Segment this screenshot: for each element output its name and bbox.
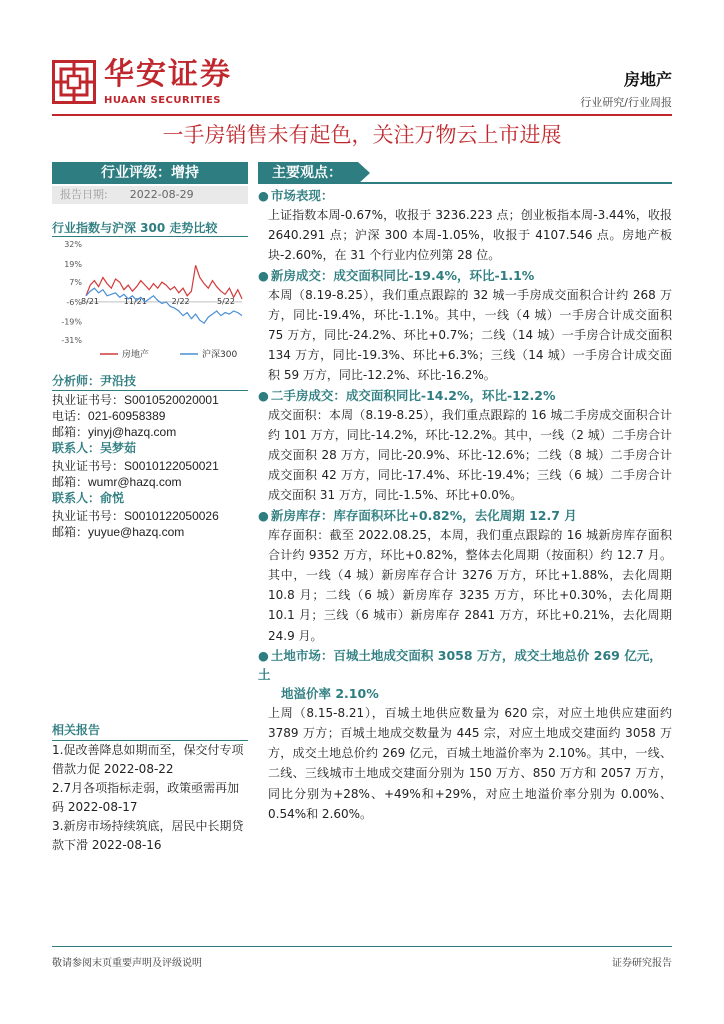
footer-report-label: 证券研究报告 (612, 958, 672, 969)
index-comparison-chart (52, 236, 248, 366)
x-tick-label: 2/22 (171, 296, 190, 306)
key-points-label: 主要观点： (258, 162, 358, 184)
contact1-email-label: 邮箱： (52, 475, 89, 489)
contact2-email[interactable] (52, 524, 184, 540)
y-tick-label: -6% (66, 297, 82, 307)
y-tick-label: 19% (64, 259, 82, 269)
bullet-icon: ● (258, 188, 269, 203)
x-tick-label: 8/21 (81, 296, 99, 306)
contact2-cert-value: S0010122050026 (124, 509, 219, 523)
section-paragraph: 上周（8.15-8.21），百城土地供应数量为 620 宗，对应土地供应建面约 3789 万方；百城土地成交数量为 445 宗，对应土地成交建面约 3058 万方，成交土地总价约 269 亿元，百城土地溢价率为 2.10%。其中，一线、二线、三线城市土地成交建面分别为 150 万方、850 万方和 2057 万方，同比分别为+28%、+49%和+29%，对应土地溢价率分别为 0.00%、0.54%和 2.60%。 (268, 705, 672, 821)
brand-logo-icon (52, 60, 96, 104)
section-heading-text: 新房库存：库存面积环比+0.82%，去化周期 12.7 月 (270, 507, 577, 523)
report-date (52, 186, 248, 204)
contact1-cert (52, 458, 219, 474)
legend-label: 房地产 (122, 350, 150, 360)
section-heading (258, 646, 672, 703)
header-divider (52, 114, 672, 116)
contact1-email[interactable] (52, 474, 182, 490)
section-paragraph: 库存面积：截至 2022.08.25，本周，我们重点跟踪的 16 城新房库存面积合计约 9352 万方，环比+0.82%，整体去化周期（按面积）约 12.7 月。其中，一线（4 城）新房库存合计 3276 万方，环比+1.88%，去化周期 10.8 月；二线（6 城）新房库存 3235 万方，环比+0.30%，去化周期 10.1 月；三线（6 城市）新房库存 2841 万方，环比+0.21%，去化周期 24.9 月。 (268, 527, 672, 643)
y-tick-label: -19% (61, 317, 82, 327)
section-heading (258, 186, 672, 205)
section-heading (258, 386, 672, 405)
brand-name-en: HUAAN SECURITIES (104, 95, 221, 106)
section-heading-text: 市场表现： (270, 188, 334, 203)
analyst-name: 分析师：尹沿技 (52, 374, 137, 388)
analyst-email-value[interactable]: yinyj@hazq.com (88, 425, 177, 439)
report-type: 行业研究/行业周报 (580, 96, 672, 109)
contact1-email-value[interactable]: wumr@hazq.com (88, 475, 182, 489)
key-points-body (258, 186, 672, 824)
contact2-email-label: 邮箱： (52, 525, 89, 539)
report-date-value: 2022-08-29 (129, 188, 194, 201)
contact2-cert (52, 508, 219, 524)
related-report-item[interactable]: 3.新房市场持续筑底，居民中长期贷款下滑 2022-08-16 (52, 819, 244, 852)
section-heading-text-cont: 地溢价率 2.10% (281, 685, 379, 701)
related-reports-title: 相关报告 (52, 723, 101, 737)
brand-name: 华安证券 (104, 57, 232, 92)
report-date-label: 报告日期: (60, 188, 108, 201)
industry-rating: 行业评级：增持 (52, 162, 248, 184)
y-tick-label: 32% (64, 240, 82, 249)
y-tick-label: -31% (61, 336, 82, 345)
sector-label: 房地产 (623, 70, 672, 89)
bullet-icon: ● (258, 267, 269, 283)
bullet-icon: ● (258, 647, 269, 663)
analyst-phone-label: 电话： (52, 409, 89, 423)
section-paragraph: 本周（8.19-8.25），我们重点跟踪的 32 城一手房成交面积合计约 268 万方，同比-19.4%，环比-1.1%。其中，一线（4 城）一手房合计成交面积 75 万方，同比-24.2%、环比+0.7%；二线（14 城）一手房合计成交面积 134 万方，同比-19.3%、环比+6.3%；三线（14 城）一手房合计成交面积 59 万方，同比-12.2%、环比-16.2%。 (268, 287, 672, 383)
contact2-name: 联系人：俞悦 (52, 491, 125, 505)
series-line-real-estate (86, 265, 242, 299)
contact2-cert-label: 执业证书号： (52, 509, 125, 523)
footer-divider (52, 946, 672, 947)
legend-label: 沪深300 (202, 350, 238, 360)
contact1-cert-label: 执业证书号： (52, 459, 125, 473)
x-tick-label: 5/22 (217, 296, 235, 306)
bullet-icon: ● (258, 507, 269, 523)
analyst-divider (52, 390, 248, 391)
key-points-header (258, 162, 672, 184)
bullet-icon: ● (258, 387, 269, 403)
x-tick-label: 11/21 (123, 296, 147, 306)
related-report-item[interactable]: 2.7月各项指标走弱，政策亟需再加码 2022-08-17 (52, 781, 240, 814)
section-heading-text: 二手房成交：成交面积同比-14.2%，环比-12.2% (270, 387, 556, 403)
analyst-cert-value: S0010520020001 (124, 393, 219, 407)
section-paragraph: 成交面积：本周（8.19-8.25），我们重点跟踪的 16 城二手房成交面积合计约 101 万方，同比-14.2%，环比-12.2%。其中，一线（2 城）二手房合计成交面积 28 万方，同比-20.9%、环比-12.6%；二线（8 城）二手房合计成交面积 42 万方，同比-17.4%、环比-19.4%；三线（6 城）二手房合计成交面积 31 万方，同比-1.5%、环比+0.0%。 (268, 407, 672, 503)
analyst-phone-value: 021-60958389 (88, 409, 166, 423)
contact1-name: 联系人：吴梦茹 (52, 441, 137, 455)
analyst-cert (52, 392, 219, 408)
analyst-email[interactable] (52, 424, 176, 440)
analyst-cert-label: 执业证书号： (52, 393, 125, 407)
related-report-item[interactable]: 1.促改善降息如期而至，保交付专项借款力促 2022-08-22 (52, 743, 244, 776)
section-heading-text: 新房成交：成交面积同比-19.4%，环比-1.1% (270, 267, 535, 283)
contact1-cert-value: S0010122050021 (124, 459, 219, 473)
y-tick-label: 7% (69, 278, 82, 288)
footer-disclaimer: 敬请参阅末页重要声明及评级说明 (52, 958, 202, 969)
analyst-email-label: 邮箱： (52, 425, 89, 439)
analyst-phone (52, 408, 165, 424)
section-heading (258, 506, 672, 525)
contact2-email-value[interactable]: yuyue@hazq.com (88, 525, 185, 539)
chart-canvas (52, 236, 248, 366)
chart-title: 行业指数与沪深 300 走势比较 (52, 221, 218, 235)
section-heading-text: 土地市场：百城土地成交面积 3058 万方，成交土地总价 269 亿元，土 (258, 647, 662, 682)
section-heading (258, 266, 672, 285)
key-points-divider (258, 182, 672, 184)
section-paragraph: 上证指数本周-0.67%，收报于 3236.223 点；创业板指本周-3.44%，收报 2640.291 点；沪深 300 本周-1.05%，收报于 4107.546 点。房地产板块-2.60%，在 31 个行业内位列第 28 位。 (268, 208, 672, 263)
page-title: 一手房销售未有起色，关注万物云上市进展 (162, 123, 562, 147)
